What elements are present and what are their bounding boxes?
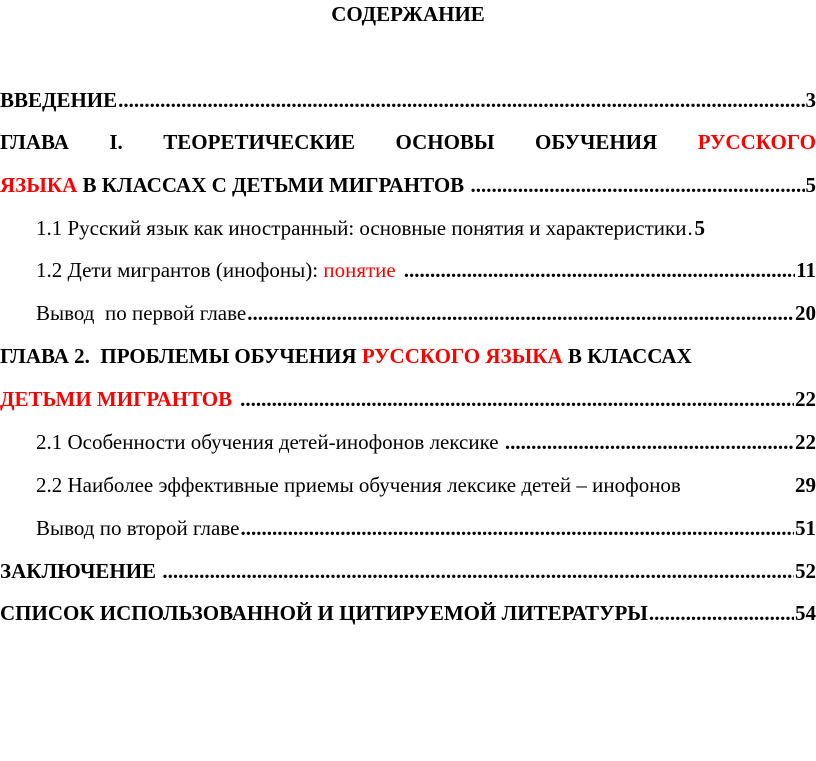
toc-entry-label: ВВЕДЕНИЕ xyxy=(0,88,118,112)
toc-title: СОДЕРЖАНИЕ xyxy=(331,2,485,26)
toc-highlight-red: ДЕТЬМИ МИГРАНТОВ xyxy=(0,387,233,411)
toc-page-number: 29 xyxy=(795,473,816,497)
toc-entry-label: Вывод по первой главе xyxy=(36,301,247,325)
dot-leader xyxy=(404,258,795,283)
toc-entry-2-1[interactable] xyxy=(0,430,816,458)
toc-entry-label: В КЛАССАХ С ДЕТЬМИ МИГРАНТОВ xyxy=(77,173,470,197)
toc-page-number: 52 xyxy=(795,559,816,583)
dot-leader xyxy=(118,88,804,113)
toc-entry-label: 1.2 Дети мигрантов (инофоны): xyxy=(36,258,324,282)
toc-entry-chapter1-line1[interactable] xyxy=(0,130,816,160)
toc-highlight-red: понятие xyxy=(323,258,396,282)
toc-entry-1-2[interactable] xyxy=(0,258,816,286)
toc-entry-1-1[interactable] xyxy=(0,216,816,244)
toc-entry-label: В КЛАССАХ xyxy=(562,344,692,368)
toc-page-number: 22 xyxy=(795,387,816,411)
dot-leader xyxy=(470,173,804,198)
toc-word: ОБУЧЕНИЯ xyxy=(535,130,658,154)
toc-entry-label: ЗАКЛЮЧЕНИЕ xyxy=(0,559,162,583)
toc-page-number: 22 xyxy=(795,430,816,454)
dot-leader xyxy=(687,216,693,241)
toc-page-number: 11 xyxy=(796,258,816,282)
toc-word: I. xyxy=(109,130,123,154)
dot-leader xyxy=(240,516,794,541)
dot-leader xyxy=(247,301,794,326)
toc-page-number: 3 xyxy=(805,88,816,112)
toc-entry-references[interactable] xyxy=(0,601,816,629)
toc-entry-chapter1-line2[interactable] xyxy=(0,173,816,201)
toc-entry-intro[interactable] xyxy=(0,88,816,116)
dot-leader xyxy=(505,430,794,455)
toc-highlight-red: РУССКОГО ЯЗЫКА xyxy=(361,344,563,368)
toc-page-number: 54 xyxy=(795,601,816,625)
toc-page-number: 5 xyxy=(694,216,705,240)
toc-entry-chapter2-line2[interactable] xyxy=(0,387,816,415)
dot-leader xyxy=(649,601,794,626)
toc-entry-label: 2.2 Наиболее эффективные приемы обучения лексике детей – инофонов xyxy=(36,473,681,497)
toc-word: ГЛАВА xyxy=(0,130,69,154)
dot-leader xyxy=(162,559,794,584)
toc-entry-conclusion-1[interactable] xyxy=(0,301,816,329)
toc-entry-2-2[interactable] xyxy=(0,473,816,501)
toc-word: ОСНОВЫ xyxy=(395,130,495,154)
toc-page-number: 5 xyxy=(805,173,816,197)
toc-page-number: 51 xyxy=(795,516,816,540)
toc-entry-label: 2.1 Особенности обучения детей-инофонов лексике xyxy=(36,430,504,454)
toc-highlight-red: РУССКОГО xyxy=(697,130,816,154)
toc-word: ТЕОРЕТИЧЕСКИЕ xyxy=(163,130,355,154)
toc-highlight-red: ЯЗЫКА xyxy=(0,173,78,197)
toc-entry-conclusion[interactable] xyxy=(0,559,816,587)
toc-page-number: 20 xyxy=(795,301,816,325)
toc-entry-label: Вывод по второй главе xyxy=(36,516,240,540)
toc-entry-chapter2-line1[interactable] xyxy=(0,344,816,372)
toc-entry-label: 1.1 Русский язык как иностранный: основные понятия и характеристики xyxy=(36,216,687,240)
toc-entry-label: ГЛАВА 2. ПРОБЛЕМЫ ОБУЧЕНИЯ xyxy=(0,344,362,368)
dot-leader xyxy=(240,387,794,412)
toc-entry-label: СПИСОК ИСПОЛЬЗОВАННОЙ И ЦИТИРУЕМОЙ ЛИТЕРАТУРЫ xyxy=(0,601,648,625)
toc-entry-conclusion-2[interactable] xyxy=(0,516,816,544)
